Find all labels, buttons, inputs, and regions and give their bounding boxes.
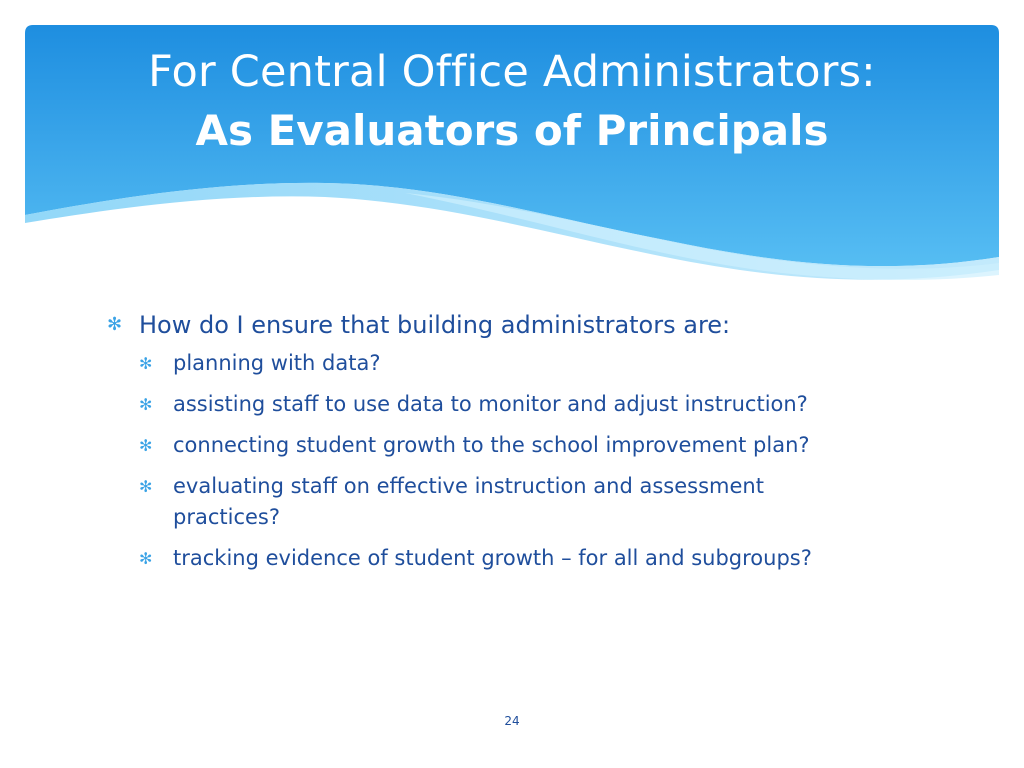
asterisk-bullet-icon: ✻ bbox=[139, 549, 153, 568]
sub-bullet bbox=[139, 348, 967, 379]
title-line-1: For Central Office Administrators: bbox=[148, 47, 876, 97]
sub-bullet-text: planning with data? bbox=[173, 351, 381, 375]
asterisk-bullet-icon: ✻ bbox=[139, 477, 153, 496]
sub-bullet-text: tracking evidence of student growth – for all and subgroups? bbox=[173, 546, 812, 570]
sub-bullet bbox=[139, 543, 967, 574]
sub-bullet-text: assisting staff to use data to monitor and adjust instruction? bbox=[173, 392, 808, 416]
sub-bullet bbox=[139, 471, 967, 533]
title-line-2: As Evaluators of Principals bbox=[195, 106, 829, 155]
sub-bullet bbox=[139, 389, 967, 420]
slide-body bbox=[107, 308, 967, 584]
sub-bullet-text: connecting student growth to the school improvement plan? bbox=[173, 433, 810, 457]
asterisk-bullet-icon: ✻ bbox=[139, 436, 153, 455]
main-bullet bbox=[107, 308, 967, 342]
sub-bullet-text: evaluating staff on effective instruction and assessment practices? bbox=[173, 474, 764, 529]
sub-bullet bbox=[139, 430, 967, 461]
sub-bullet-list bbox=[139, 348, 967, 574]
main-bullet-text: How do I ensure that building administrators are: bbox=[139, 311, 731, 339]
asterisk-bullet-icon: ✻ bbox=[107, 314, 123, 335]
slide-title bbox=[25, 42, 999, 160]
asterisk-bullet-icon: ✻ bbox=[139, 354, 153, 373]
page-number: 24 bbox=[504, 714, 520, 728]
asterisk-bullet-icon: ✻ bbox=[139, 395, 153, 414]
